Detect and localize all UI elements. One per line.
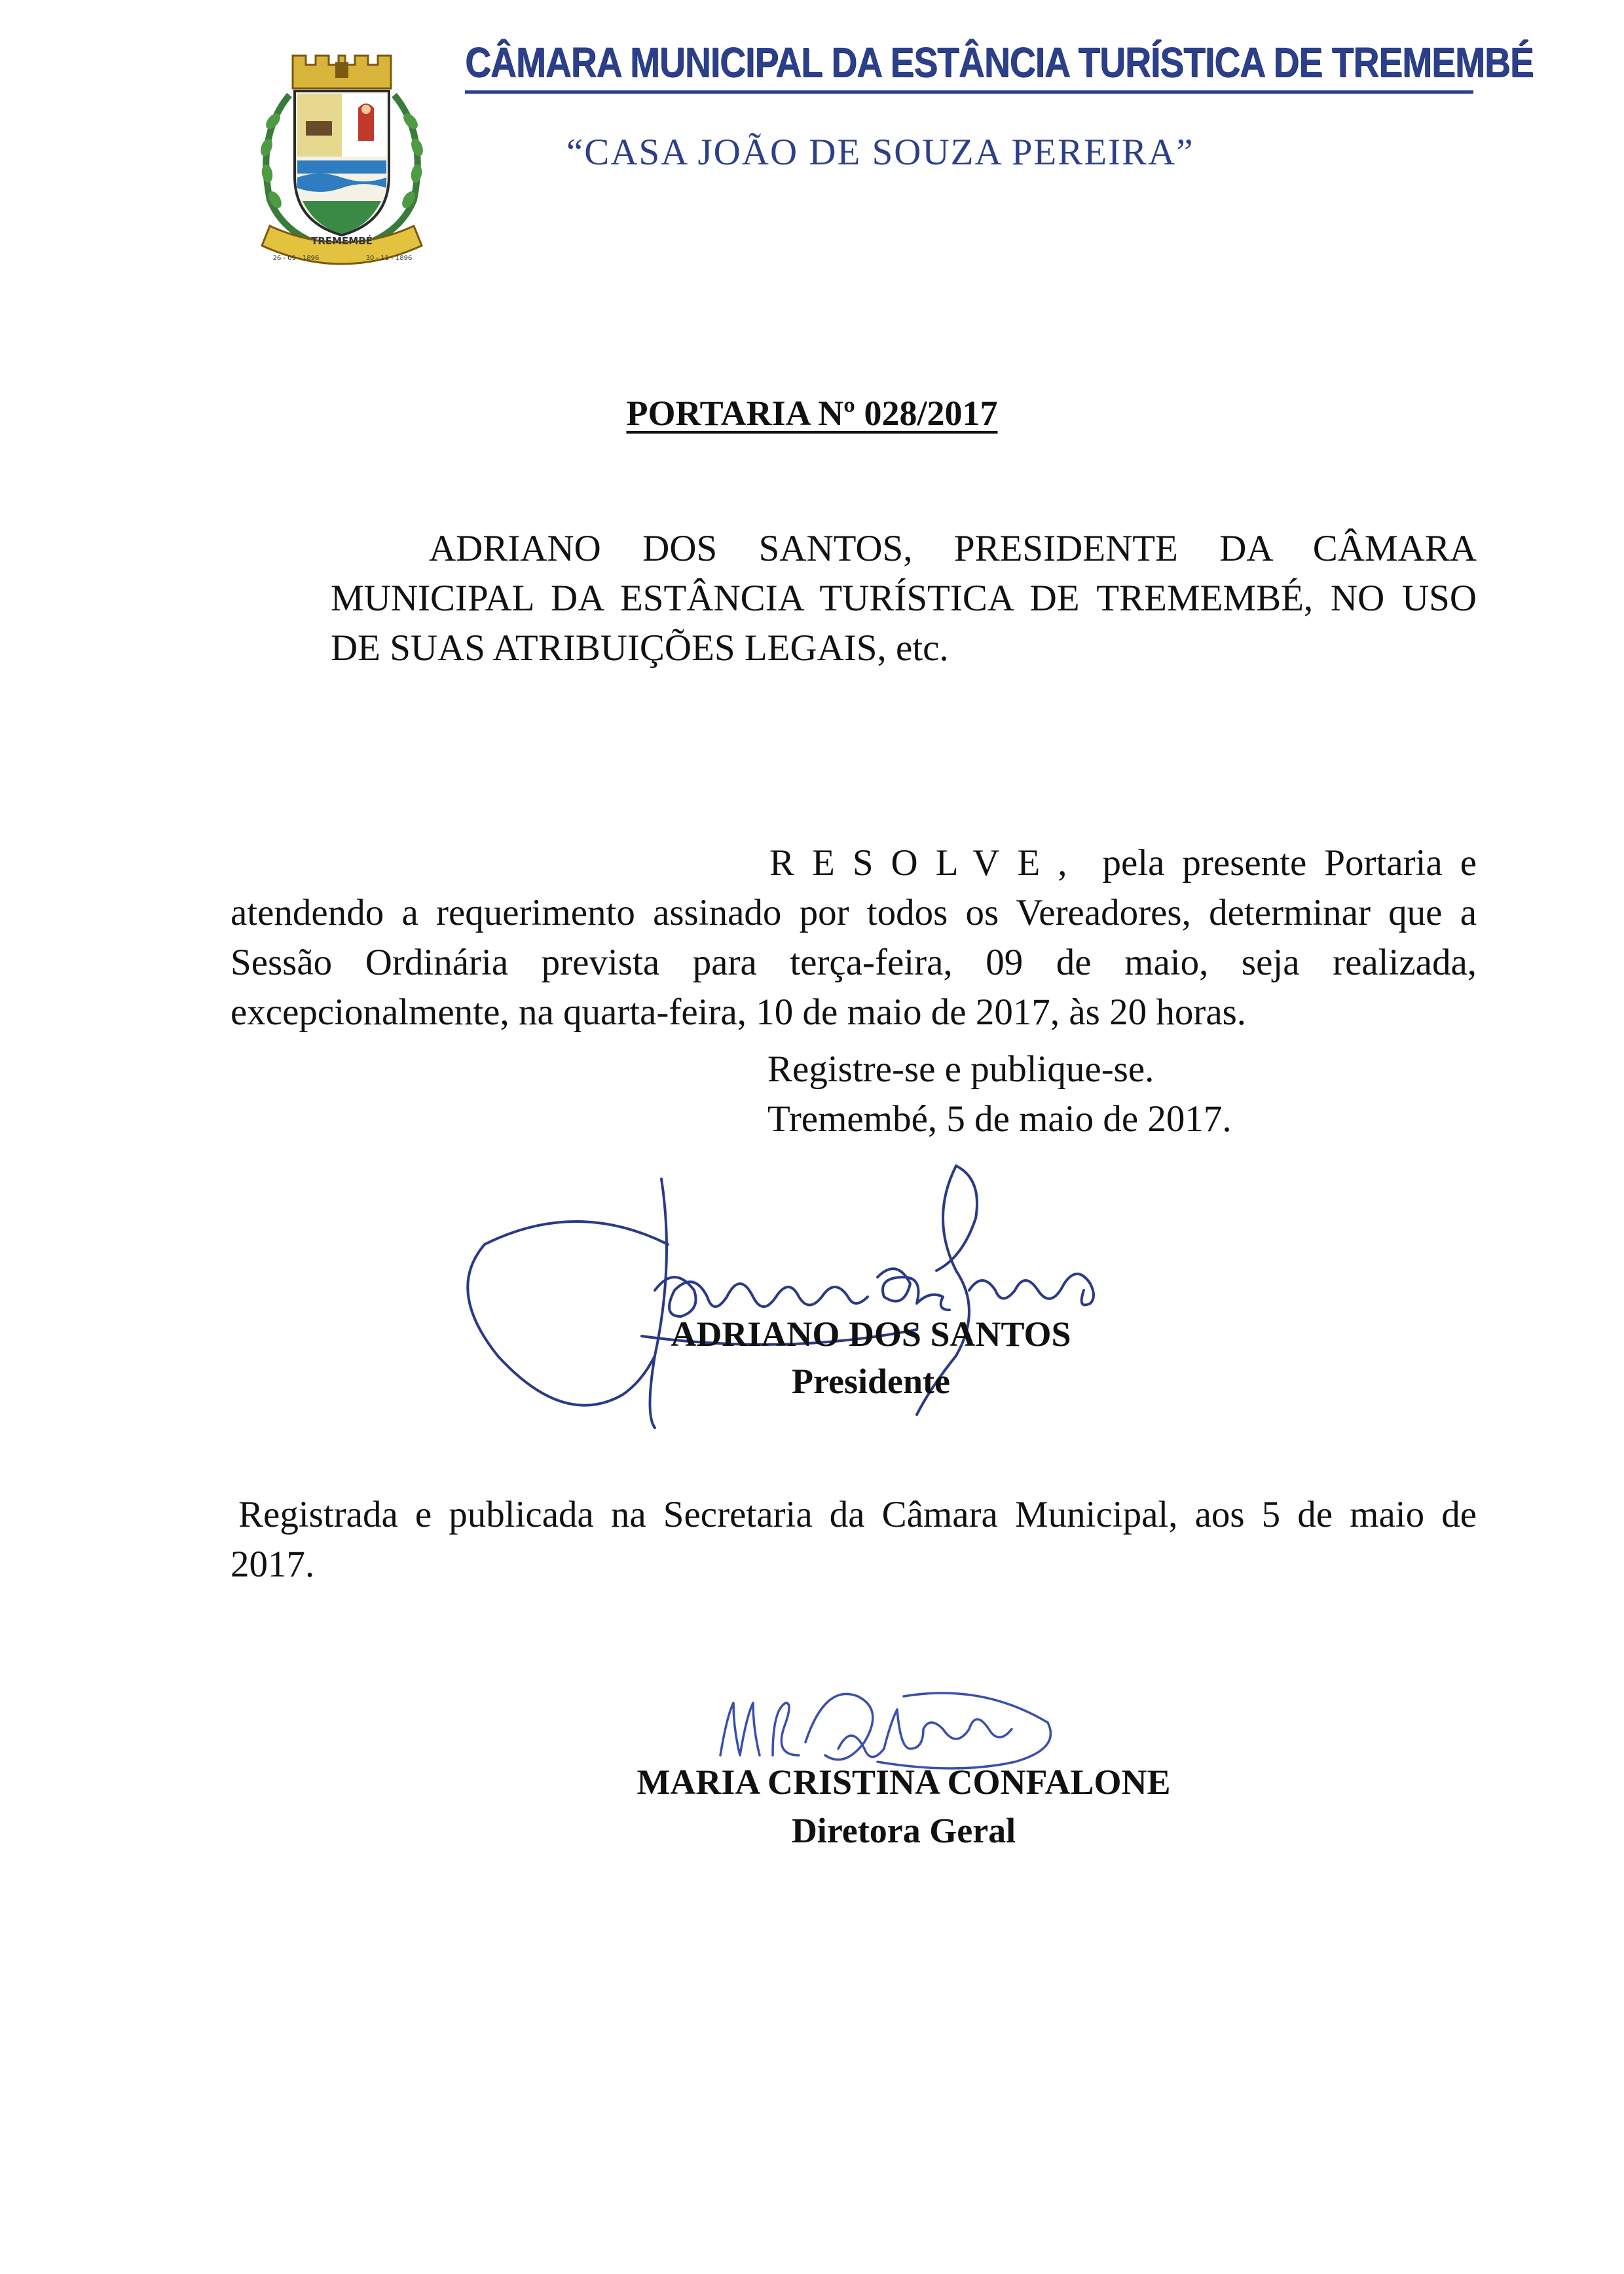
president-role: Presidente [792, 1362, 950, 1401]
coat-of-arms-icon [244, 49, 440, 272]
svg-text:TREMEMBÉ: TREMEMBÉ [311, 235, 373, 247]
place-date-line: Tremembé, 5 de maio de 2017. [767, 1098, 1232, 1140]
resolve-paragraph [231, 838, 1477, 1037]
preamble-paragraph: ADRIANO DOS SANTOS, PRESIDENTE DA CÂMARA MUNICIPAL DA ESTÂNCIA TURÍSTICA DE TREMEMBÉ, NO USO DE SUAS ATRIBUIÇÕES LEGAIS, etc. [331, 528, 1477, 669]
resolve-text: pela presente Portaria e atendendo a requerimento assinado por todos os Vereadores, determinar que a Sessão Ordinária prevista para terça-feira, 09 de maio, seja realizada, excepcionalmente, na quarta-feira, 10 de maio de 2017, às 20 horas. [231, 842, 1477, 1033]
register-publish-line: Registre-se e publique-se. [767, 1049, 1154, 1090]
resolve-keyword: RESOLVE, [769, 842, 1085, 884]
institution-name: CÂMARA MUNICIPAL DA ESTÂNCIA TURÍSTICA DE TREMEMBÉ [465, 39, 1534, 86]
header-divider [465, 90, 1473, 94]
director-name: MARIA CRISTINA CONFALONE [637, 1762, 1171, 1802]
house-name: “CASA JOÃO DE SOUZA PEREIRA” [566, 132, 1194, 173]
registration-note: Registrada e publicada na Secretaria da Câmara Municipal, aos 5 de maio de 2017. [231, 1494, 1477, 1585]
director-role: Diretora Geral [791, 1811, 1016, 1850]
president-name: ADRIANO DOS SANTOS [671, 1314, 1071, 1354]
svg-text:26 - 09 - 1896: 26 - 09 - 1896 [272, 255, 320, 262]
president-signature-image [458, 1140, 1218, 1480]
document-title: PORTARIA Nº 028/2017 [626, 394, 998, 433]
svg-text:30 - 11 - 1896: 30 - 11 - 1896 [365, 255, 413, 262]
